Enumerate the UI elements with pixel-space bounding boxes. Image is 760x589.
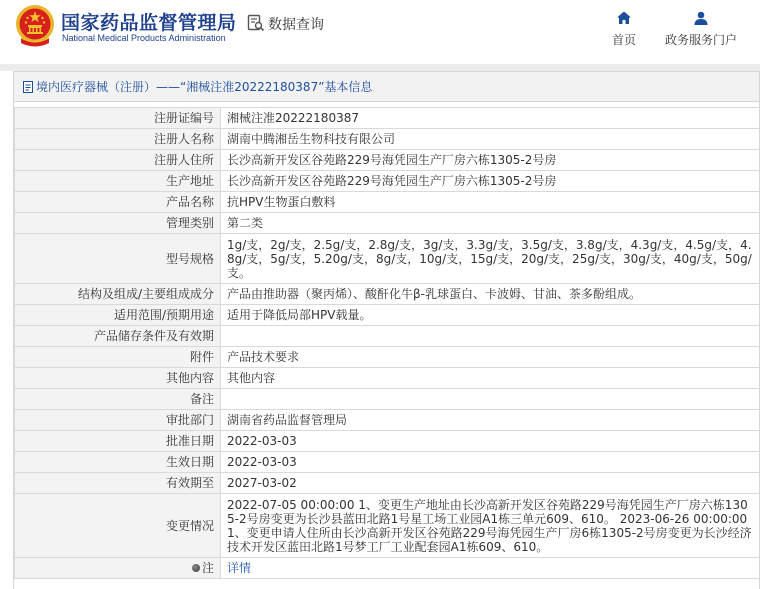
row-label: 产品名称	[15, 192, 221, 213]
table-row	[15, 389, 760, 410]
table-row	[15, 213, 760, 234]
nav-service-portal-link[interactable]	[660, 10, 742, 50]
row-value: 产品技术要求	[221, 347, 760, 368]
row-label: 备注	[15, 389, 221, 410]
row-label: 管理类别	[15, 213, 221, 234]
home-icon	[616, 10, 632, 26]
nav-home-label: 首页	[611, 33, 636, 47]
row-value: 湖南省药品监督管理局	[221, 410, 760, 431]
note-bullet-icon	[192, 564, 200, 572]
row-label: 注册人名称	[15, 129, 221, 150]
table-row	[15, 129, 760, 150]
row-value: 第二类	[221, 213, 760, 234]
row-value: 2022-03-03	[221, 431, 760, 452]
row-label: 注	[201, 561, 214, 575]
table-row	[15, 494, 760, 558]
row-label: 其他内容	[15, 368, 221, 389]
table-row	[15, 452, 760, 473]
site-header	[0, 0, 760, 64]
detail-panel	[13, 71, 760, 589]
table-row	[15, 368, 760, 389]
row-label: 结构及组成/主要组成成分	[15, 284, 221, 305]
table-row	[15, 410, 760, 431]
panel-title-bar	[14, 72, 759, 102]
row-value: 湘械注准20222180387	[221, 108, 760, 129]
row-label: 变更情况	[15, 494, 221, 558]
row-value	[221, 326, 760, 347]
document-icon	[23, 81, 34, 93]
row-value: 适用于降低局部HPV载量。	[221, 305, 760, 326]
row-label: 生效日期	[15, 452, 221, 473]
national-emblem-icon	[15, 4, 55, 50]
table-row	[15, 234, 760, 284]
row-value: 产品由推助器（聚丙烯）、酸酐化牛β-乳球蛋白、卡波姆、甘油、茶多酚组成。	[221, 284, 760, 305]
row-value	[221, 389, 760, 410]
row-value: 2022-07-05 00:00:00 1、变更生产地址由长沙高新开发区谷苑路229号海凭园生产厂房六栋1305-2号房变更为长沙县蓝田北路1号星工场工业园A1栋三单元609、610。 2023-06-26 00:00:00 1、变更申请人住所由长沙高新开发区谷苑路229号海凭园生产厂房6栋1305-2号房变更为长沙经济技术开发区蓝田北路1号梦工厂工业配套园A1栋609、610。	[221, 494, 760, 558]
row-value: 湖南中腾湘岳生物科技有限公司	[221, 129, 760, 150]
row-value: 其他内容	[221, 368, 760, 389]
device-info-table	[14, 107, 760, 579]
row-label: 注册人住所	[15, 150, 221, 171]
header-divider	[0, 64, 760, 71]
table-row	[15, 108, 760, 129]
org-name-cn: 国家药品监督管理局	[61, 12, 237, 34]
details-link[interactable]: 详情	[227, 561, 252, 575]
row-label: 型号规格	[15, 234, 221, 284]
org-name-en: National Medical Products Administration	[62, 33, 226, 43]
row-value: 2027-03-02	[221, 473, 760, 494]
table-row	[15, 558, 760, 579]
table-row	[15, 326, 760, 347]
note-label-cell	[15, 558, 221, 579]
row-value: 长沙高新开发区谷苑路229号海凭园生产厂房六栋1305-2号房	[221, 171, 760, 192]
row-label: 附件	[15, 347, 221, 368]
table-row	[15, 473, 760, 494]
table-row	[15, 347, 760, 368]
row-value: 2022-03-03	[221, 452, 760, 473]
table-row	[15, 150, 760, 171]
table-row	[15, 192, 760, 213]
nav-home-link[interactable]	[604, 10, 644, 50]
table-row	[15, 305, 760, 326]
table-row	[15, 171, 760, 192]
data-query-label: 数据查询	[268, 17, 324, 33]
row-value: 长沙高新开发区谷苑路229号海凭园生产厂房六栋1305-2号房	[221, 150, 760, 171]
row-label: 注册证编号	[15, 108, 221, 129]
nav-service-portal-label: 政务服务门户	[664, 33, 737, 47]
row-label: 有效期至	[15, 473, 221, 494]
panel-title: 境内医疗器械（注册）——“湘械注准20222180387”基本信息	[36, 80, 373, 94]
row-value: 抗HPV生物蛋白敷料	[221, 192, 760, 213]
row-value: 1g/支，2g/支，2.5g/支，2.8g/支，3g/支，3.3g/支，3.5g/支，3.8g/支，4.3g/支，4.5g/支，4.8g/支，5g/支，5.20g/支，8g/支，10g/支，15g/支，20g/支，25g/支，30g/支，40g/支，50g/支。	[221, 234, 760, 284]
row-label: 审批部门	[15, 410, 221, 431]
user-icon	[693, 10, 709, 26]
table-row	[15, 284, 760, 305]
row-label: 适用范围/预期用途	[15, 305, 221, 326]
row-label: 批准日期	[15, 431, 221, 452]
table-row	[15, 431, 760, 452]
row-value	[221, 558, 760, 579]
row-label: 生产地址	[15, 171, 221, 192]
row-label: 产品储存条件及有效期	[15, 326, 221, 347]
document-search-icon	[247, 14, 265, 32]
